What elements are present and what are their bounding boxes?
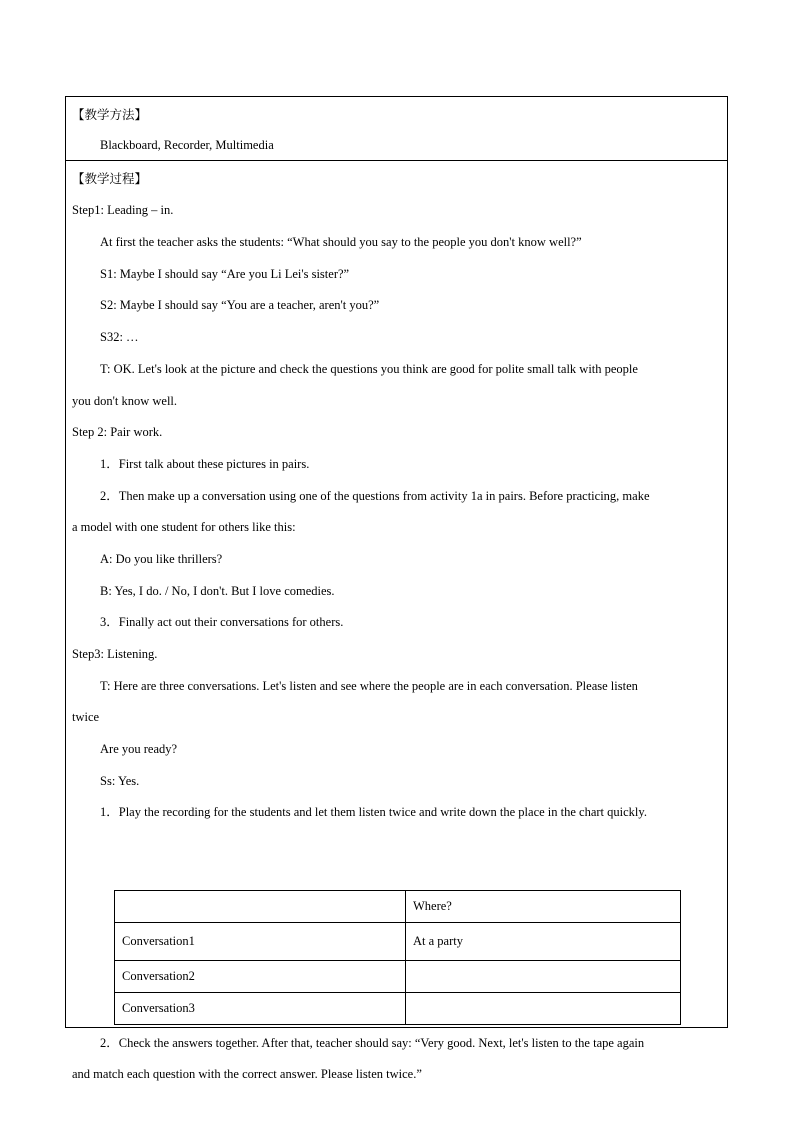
paragraph-line: Are you ready? — [100, 742, 178, 756]
table-header-cell: Where? — [406, 891, 681, 923]
table-header-cell — [115, 891, 406, 923]
paragraph-line: A: Do you like thrillers? — [100, 552, 223, 566]
table-cell: Conversation2 — [115, 961, 406, 993]
table-cell: Conversation1 — [115, 923, 406, 961]
table-row — [115, 923, 681, 961]
table-row — [115, 961, 681, 993]
section-heading: 【教学过程】 — [72, 172, 148, 186]
paragraph-line: T: OK. Let's look at the picture and check the questions you think are good for polite small talk with people — [100, 362, 638, 376]
teaching-process-section — [66, 161, 727, 1081]
paragraph-line: At first the teacher asks the students: “What should you say to the people you don't know well?” — [100, 235, 582, 249]
table-cell — [406, 993, 681, 1025]
paragraph-line: and match each question with the correct answer. Please listen twice.” — [72, 1067, 422, 1081]
teaching-method-section — [66, 97, 727, 161]
paragraph-line: 2．Then make up a conversation using one of the questions from activity 1a in pairs. Before practicing, make — [100, 489, 650, 503]
paragraph-line: you don't know well. — [72, 394, 178, 408]
conversation-place-table — [114, 890, 681, 1025]
step-title: Step1: Leading – in. — [72, 203, 174, 217]
paragraph-line: a model with one student for others like this: — [72, 520, 296, 534]
paragraph-line: Ss: Yes. — [100, 774, 140, 788]
paragraph-line: 1．First talk about these pictures in pairs. — [100, 457, 310, 471]
table-cell: Conversation3 — [115, 993, 406, 1025]
paragraph-line: B: Yes, I do. / No, I don't. But I love comedies. — [100, 584, 335, 598]
step-title: Step3: Listening. — [72, 647, 158, 661]
paragraph-line: 2．Check the answers together. After that, teacher should say: “Very good. Next, let's listen to the tape again — [100, 1036, 645, 1050]
paragraph-line: T: Here are three conversations. Let's listen and see where the people are in each conversation. Please listen — [100, 679, 638, 693]
table-cell — [406, 961, 681, 993]
section-heading: 【教学方法】 — [72, 108, 148, 122]
table-header-row — [115, 891, 681, 923]
paragraph-line: S2: Maybe I should say “You are a teacher, aren't you?” — [100, 298, 380, 312]
paragraph-line: 3．Finally act out their conversations for others. — [100, 615, 344, 629]
table-cell: At a party — [406, 923, 681, 961]
paragraph-line: S32: … — [100, 330, 139, 344]
paragraph-line: S1: Maybe I should say “Are you Li Lei's sister?” — [100, 267, 350, 281]
teaching-tools: Blackboard, Recorder, Multimedia — [100, 138, 274, 152]
paragraph-line: twice — [72, 710, 100, 724]
paragraph-line: 1．Play the recording for the students and let them listen twice and write down the place in the chart quickly. — [100, 805, 647, 819]
step-title: Step 2: Pair work. — [72, 425, 163, 439]
table-row — [115, 993, 681, 1025]
lesson-plan-table — [65, 96, 728, 1081]
